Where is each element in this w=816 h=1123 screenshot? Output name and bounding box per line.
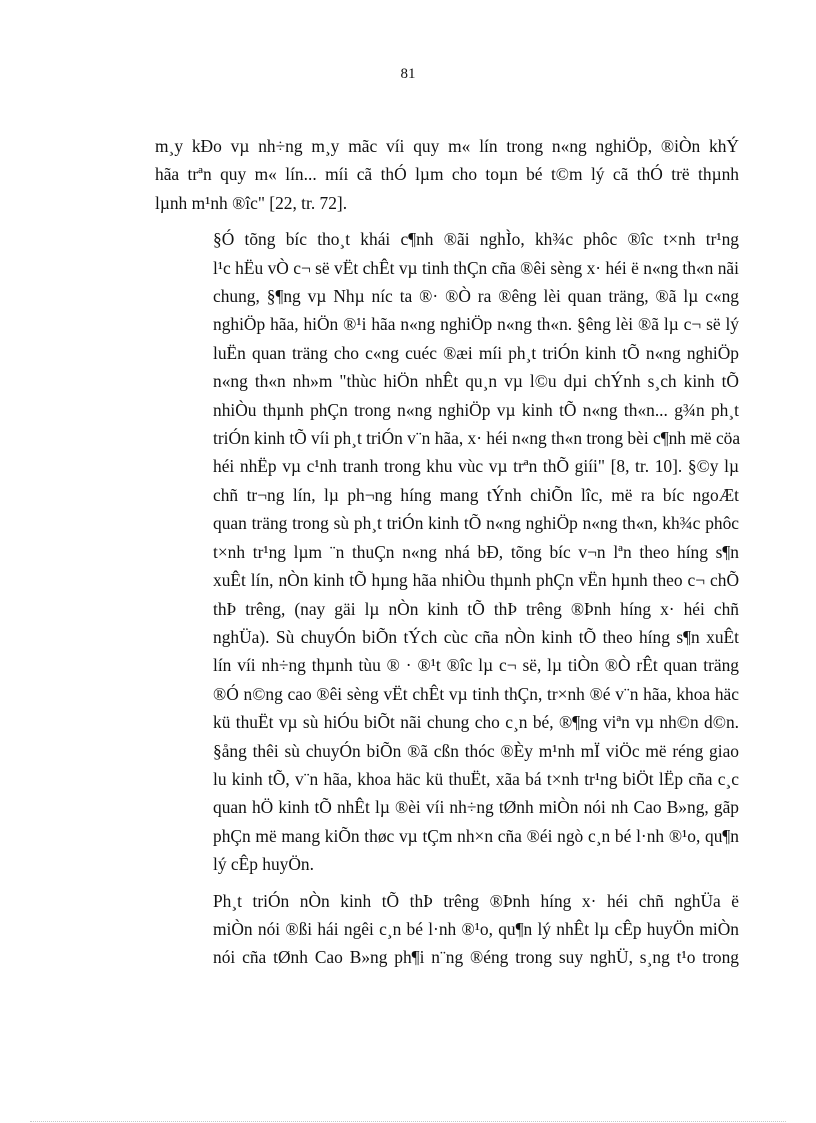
text-line: n«ng th«n nh»m "thùc hiÖn nhÊt qu¸n vµ l©u dµi chÝnh s¸ch kinh tÕ [213, 371, 739, 392]
text-line: hãa trªn quy m« lín... míi cã thÓ lµm cho toµn bé t©m lý cã thÓ trë thµnh [155, 164, 739, 185]
text-line: nghÜa). Sù chuyÓn biÕn tÝch cùc cña nÒn kinh tÕ theo híng s¶n xuÊt [213, 626, 739, 647]
text-line: nghiÖp hãa, hiÖn ®¹i hãa n«ng nghiÖp n«ng th«n. §êng lèi ®ã lµ c¬ së lý [213, 314, 739, 335]
paragraph-3 [155, 887, 739, 972]
text-line: xuÊt lín, nÒn kinh tÕ hµng hãa nhiÒu thµnh phÇn vËn hµnh theo c¬ chÕ [213, 570, 739, 591]
text-line: phÇn më mang kiÕn thøc vµ tÇm nh×n cña ®éi ngò c¸n bé l·nh ®¹o, qu¶n [213, 825, 739, 846]
paragraph-2 [155, 225, 739, 878]
text-line: nhiÒu thµnh phÇn trong n«ng nghiÖp vµ kinh tÕ n«ng th«n... g¾n ph¸t [213, 399, 739, 420]
paragraph-1 [155, 132, 739, 217]
text-line: Ph¸t triÓn nÒn kinh tÕ thÞ trêng ®Þnh híng x· héi chñ nghÜa ë [213, 890, 739, 911]
text-line: nói cña tØnh Cao B»ng ph¶i n¨ng ®éng trong suy nghÜ, s¸ng t¹o trong [213, 947, 739, 968]
text-line: triÓn kinh tÕ víi ph¸t triÓn v¨n hãa, x· héi n«ng th«n trong bèi c¶nh më cöa [213, 428, 741, 449]
text-line: t×nh tr¹ng lµm ¨n thuÇn n«ng nhá bÐ, tõng bíc v¬n lªn theo híng s¶n [213, 541, 739, 562]
body-text [155, 132, 739, 972]
text-line: lín víi nh÷ng thµnh tùu ® · ®¹t ®îc lµ c¬ së, lµ tiÒn ®Ò rÊt quan träng [213, 655, 739, 676]
page-bottom-rule [30, 1121, 786, 1122]
text-line: héi nhËp vµ c¹nh tranh trong khu vùc vµ trªn thÕ giíi" [8, tr. 10]. §©y lµ [213, 456, 739, 477]
text-line: kü thuËt vµ sù hiÓu biÕt nãi chung cho c¸n bé, ®¶ng viªn vµ nh©n d©n. [213, 712, 739, 733]
text-line: lµnh m¹nh ®îc" [22, tr. 72]. [155, 192, 348, 213]
text-line: thÞ trêng, (nay gäi lµ nÒn kinh tÕ thÞ trêng ®Þnh híng x· héi chñ [213, 598, 739, 619]
text-line: luËn quan träng cho c«ng cuéc ®æi míi ph¸t triÓn kinh tÕ n«ng nghiÖp [213, 342, 739, 363]
text-line: chñ tr¬ng lín, lµ ph¬ng híng mang tÝnh chiÕn lîc, më ra bíc ngoÆt [213, 484, 739, 505]
text-line: lý cÊp huyÖn. [213, 854, 314, 875]
text-line: quan hÖ kinh tÕ nhÊt lµ ®èi víi nh÷ng tØnh miÒn nói nh Cao B»ng, gãp [213, 797, 739, 818]
text-line: miÒn nói ®ßi hái ngêi c¸n bé l·nh ®¹o, qu¶n lý nhÊt lµ cÊp huyÖn miÒn [213, 918, 739, 939]
text-line: l¹c hËu vÒ c¬ së vËt chÊt vµ tinh thÇn cña ®êi sèng x· héi ë n«ng th«n nãi [213, 257, 739, 278]
text-line: lu kinh tÕ, v¨n hãa, khoa häc kü thuËt, xãa bá t×nh tr¹ng biÖt lËp cña c¸c [213, 768, 739, 789]
text-line: ®Ó n©ng cao ®êi sèng vËt chÊt vµ tinh thÇn, tr×nh ®é v¨n hãa, khoa häc [213, 683, 739, 704]
text-line: chung, §¶ng vµ Nhµ níc ta ®· ®Ò ra ®êng lèi quan träng, ®ã lµ c«ng [213, 286, 739, 307]
text-line: §ång thêi sù chuyÓn biÕn ®ã cßn thóc ®Èy m¹nh mÏ viÖc më réng giao [213, 740, 739, 761]
text-line: quan träng trong sù ph¸t triÓn kinh tÕ n«ng nghiÖp n«ng th«n, kh¾c phôc [213, 513, 739, 534]
page-number: 81 [400, 66, 416, 82]
text-line: m¸y kÐo vµ nh÷ng m¸y mãc víi quy m« lín trong n«ng nghiÖp, ®iÒn khÝ [155, 136, 739, 156]
text-line: §Ó tõng bíc tho¸t khái c¶nh ®ãi nghÌo, kh¾c phôc ®îc t×nh tr¹ng [213, 229, 739, 250]
